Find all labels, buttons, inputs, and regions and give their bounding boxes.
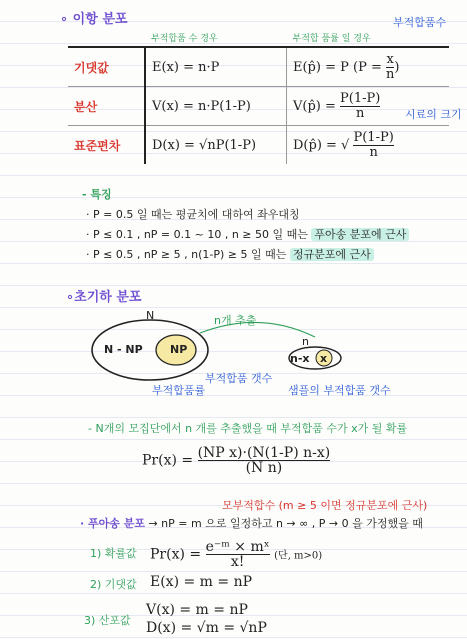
poisson-label-prob: 1) 확률값: [90, 547, 137, 560]
table-row: [68, 87, 449, 126]
cell-var-ratio: V(p̂) = $\frac{P(1-P)}{n}$: [287, 87, 450, 126]
section-title-binomial: ∘ 이항 분포: [60, 12, 128, 27]
row-label-variance: 분산: [68, 87, 145, 126]
cell-var-count: V(x) = n·P(1-P): [145, 87, 287, 126]
table-row: [68, 47, 449, 87]
cell-sd-count: D(x) = √nP(1-P): [145, 126, 287, 165]
table-row: [68, 126, 449, 165]
table-header-blank: [68, 28, 145, 47]
label-x: x: [320, 352, 328, 365]
row-label-mean: 기댓값: [68, 47, 145, 87]
cell-mean-ratio: E(p̂) = P (P = $\frac{x}{n}$ ): [287, 47, 450, 87]
annotation-success-count: 부적합품수: [393, 16, 447, 29]
label-n: n: [302, 335, 309, 348]
poisson-title-line: · 푸아송 분포 → nP = m 으로 일정하고 n → ∞ , P → 0 을 가정했을 때: [80, 517, 423, 530]
poisson-note: 모부적합수 (m ≥ 5 이면 정규분포에 근사): [222, 499, 428, 512]
distribution-table: [68, 28, 449, 164]
poisson-formula-mean: E(x) = m = nP: [150, 574, 253, 590]
label-success-ratio: 부적합품률: [152, 384, 206, 397]
label-N-minus-NP: N - NP: [104, 343, 143, 356]
feature-line: · P = 0.5 일 때는 평균치에 대하여 좌우대칭: [86, 208, 300, 221]
cell-mean-count: E(x) = n·P: [145, 47, 287, 87]
label-N: N: [146, 309, 155, 322]
label-sample-success: 샘플의 부적합품 갯수: [288, 384, 391, 397]
hyper-formula: Pr(x) = $\frac{\text{(NP x)·(N(1-P) n-x)}}{\text{(N n)}}$: [142, 445, 331, 476]
label-n-draw: n개 추출: [214, 314, 257, 327]
feature-line: · P ≤ 0.5 , nP ≥ 5 , n(1-P) ≥ 5 일 때는 정규분포에 근사: [86, 246, 374, 262]
hyper-prob-text: - N개의 모집단에서 n 개를 추출했을 때 부적합품 수가 x가 될 확률: [88, 422, 408, 435]
section-title-hypergeometric: ∘초기하 분포: [66, 290, 142, 305]
poisson-formula-prob: Pr(x) = $\frac{\text{e⁻ᵐ × mˣ}}{x!}$ (단, m>0): [150, 539, 323, 570]
label-NP: NP: [170, 343, 188, 356]
annotation-sample-size: 시료의 크기: [405, 108, 462, 121]
poisson-label-mean: 2) 기댓값: [90, 578, 137, 591]
poisson-formula-variance: V(x) = m = nP: [146, 602, 248, 618]
poisson-label-variance: 3) 산포값: [84, 614, 131, 627]
cell-sd-ratio: D(p̂) = √ $\frac{P(1-P)}{n}$: [293, 129, 394, 160]
poisson-formula-sd: D(x) = √m = √nP: [146, 620, 267, 636]
label-success-count: 부적합품 갯수: [205, 372, 273, 385]
table-header-ratio: 부적합 품률 일 경우: [287, 28, 450, 47]
label-n-minus-x: n-x: [290, 352, 310, 365]
features-title: - 특징: [82, 188, 112, 201]
feature-line: · P ≤ 0.1 , nP = 0.1 ~ 10 , n ≥ 50 일 때는 푸아송 분포에 근사: [86, 226, 409, 242]
row-label-sd: 표준편차: [68, 126, 145, 165]
table-header-count: 부적합품 수 경우: [145, 28, 287, 47]
